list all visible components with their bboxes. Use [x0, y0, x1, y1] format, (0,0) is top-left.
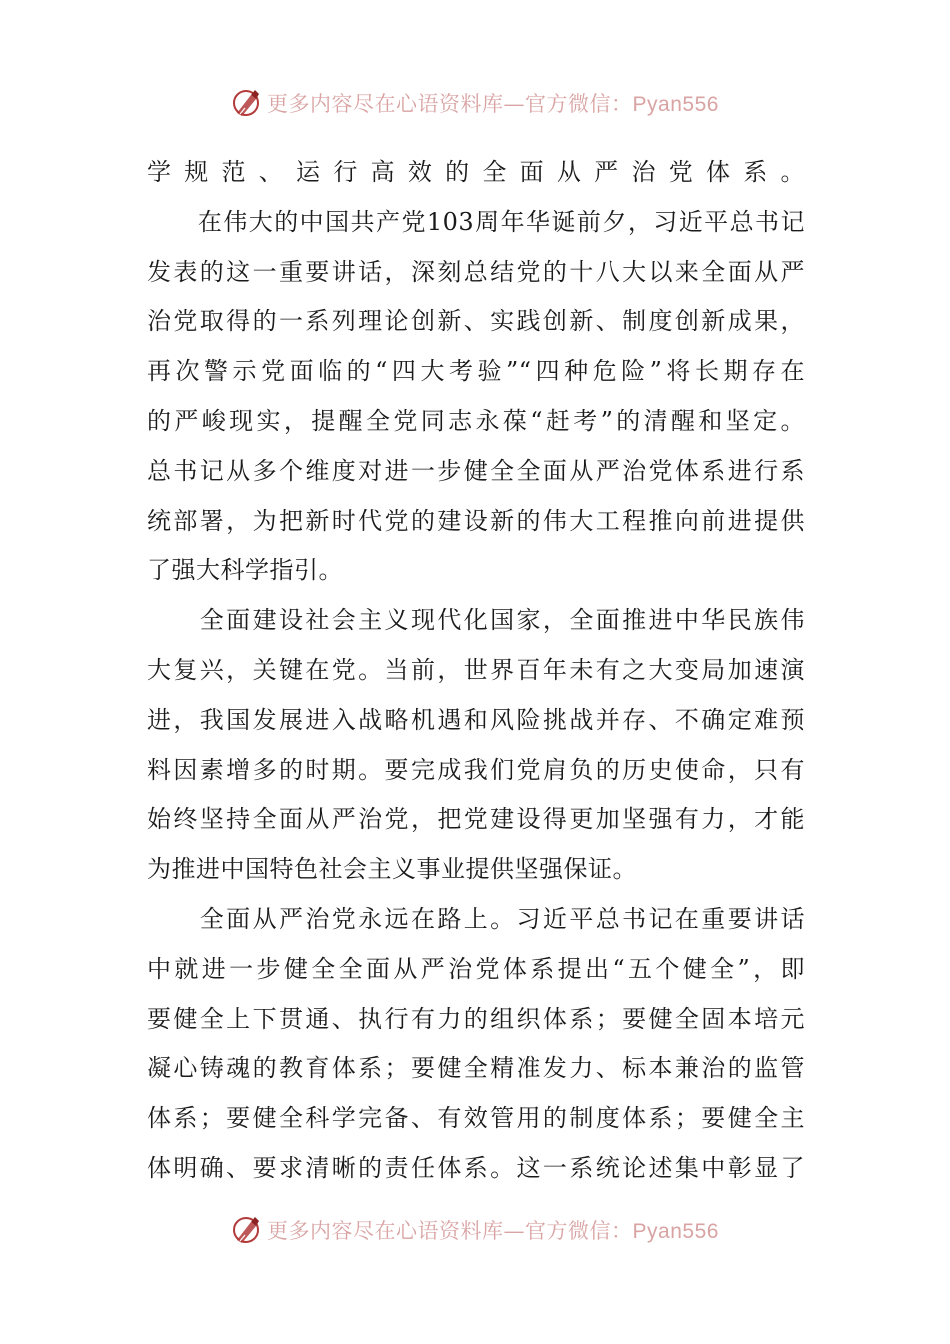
text-line: 为推进中国特色社会主义事业提供坚强保证。 — [147, 855, 637, 884]
text-line: 凝心铸魂的教育体系；要健全精准发力、标本兼治的监管 — [147, 1054, 805, 1083]
text-line: 全面从严治党永远在路上。习近平总书记在重要讲话 — [147, 904, 805, 933]
watermark-text: 更多内容尽在心语资料库—官方微信：Pyan556 — [267, 92, 719, 116]
header-watermark — [0, 81, 950, 125]
text-line: 总书记从多个维度对进一步健全全面从严治党体系进行系 — [147, 456, 805, 485]
text-line: 进，我国发展进入战略机遇和风险挑战并存、不确定难预 — [147, 705, 805, 734]
footer-watermark — [0, 1208, 950, 1252]
pen-nib-logo-icon — [231, 1214, 263, 1246]
document-body — [147, 148, 805, 1194]
text-line: 体明确、要求清晰的责任体系。这一系统论述集中彰显了 — [147, 1153, 805, 1182]
text-line: 料因素增多的时期。要完成我们党肩负的历史使命，只有 — [147, 755, 805, 784]
text-line: 始终坚持全面从严治党，把党建设得更加坚强有力，才能 — [147, 805, 805, 834]
text-line: 在伟大的中国共产党103周年华诞前夕，习近平总书记 — [147, 207, 805, 236]
text-line: 学规范、运行高效的全面从严治党体系。 — [147, 158, 805, 186]
text-line: 治党取得的一系列理论创新、实践创新、制度创新成果， — [147, 307, 805, 336]
text-line: 发表的这一重要讲话，深刻总结党的十八大以来全面从严 — [147, 257, 805, 286]
pen-nib-logo-icon — [231, 87, 263, 119]
text-line: 全面建设社会主义现代化国家，全面推进中华民族伟 — [147, 606, 805, 635]
text-line: 要健全上下贯通、执行有力的组织体系；要健全固本培元 — [147, 1004, 805, 1033]
text-line: 统部署，为把新时代党的建设新的伟大工程推向前进提供 — [147, 506, 805, 535]
text-line: 体系；要健全科学完备、有效管用的制度体系；要健全主 — [147, 1104, 805, 1133]
text-line: 中就进一步健全全面从严治党体系提出“五个健全”，即 — [147, 954, 805, 983]
text-line: 再次警示党面临的“四大考验”“四种危险”将长期存在 — [147, 357, 805, 386]
text-line: 大复兴，关键在党。当前，世界百年未有之大变局加速演 — [147, 655, 805, 684]
watermark-text: 更多内容尽在心语资料库—官方微信：Pyan556 — [267, 1219, 719, 1243]
text-line: 的严峻现实，提醒全党同志永葆“赶考”的清醒和坚定。 — [147, 406, 805, 435]
text-line: 了强大科学指引。 — [147, 556, 343, 585]
